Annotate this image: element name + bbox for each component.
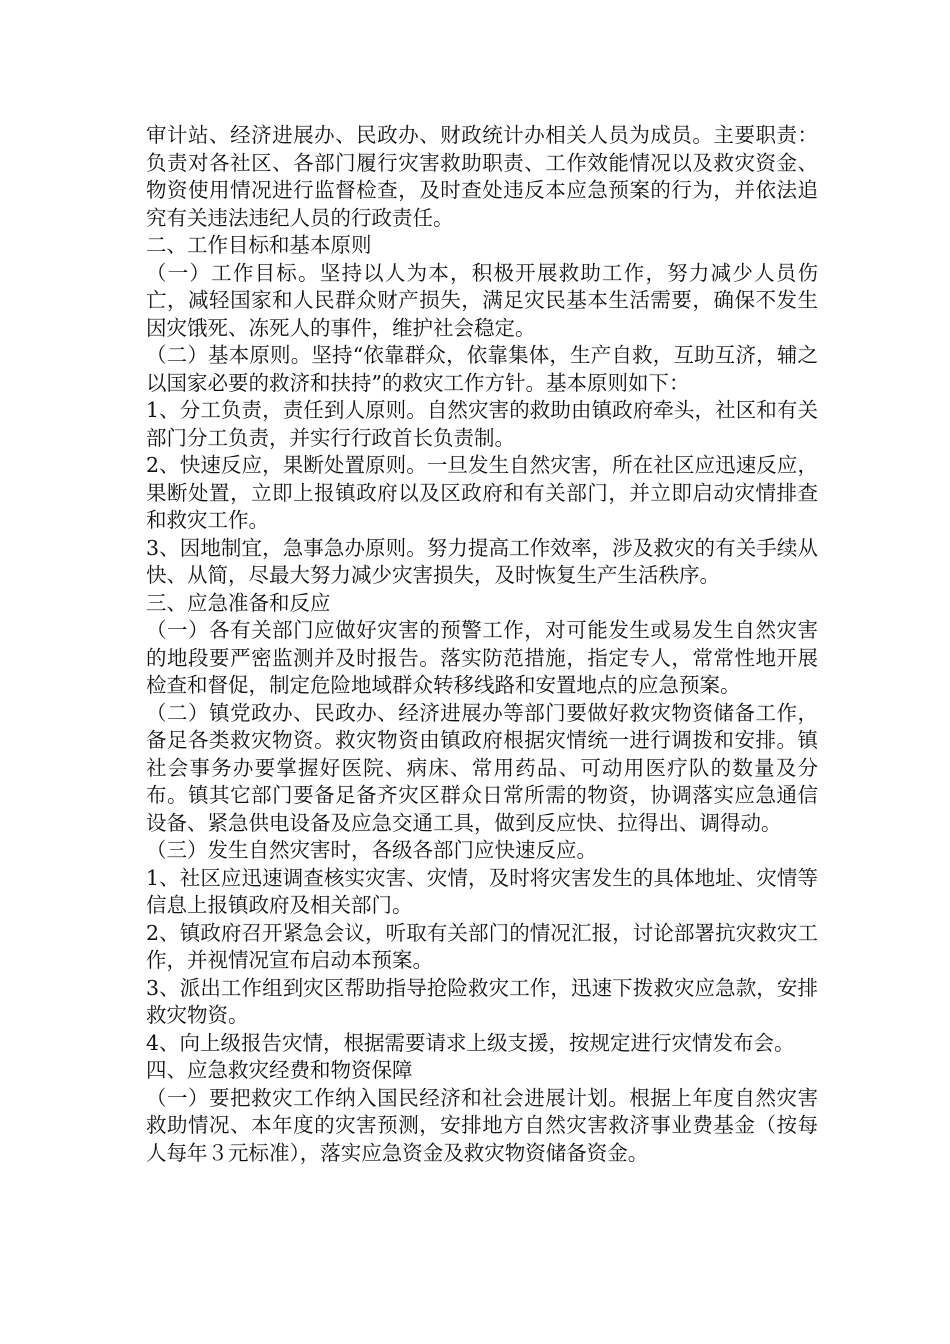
section-heading-4: 四、应急救灾经费和物资保障 — [146, 1058, 413, 1082]
list-item-response-2: 2、镇政府召开紧急会议，听取有关部门的情况汇报，讨论部署抗灾救灾工作，并视情况宣布启动本预案。 — [146, 920, 818, 972]
list-item-response-4: 4、向上级报告灾情，根据需要请求上级支援，按规定进行灾情发布会。 — [146, 1030, 795, 1055]
paragraph-responsibilities: 审计站、经济进展办、民政办、财政统计办相关人员为成员。主要职责：负责对各社区、各部门履行灾害救助职责、工作效能情况以及救灾资金、物资使用情况进行监督检查，及时查处违反本应急预案的行为，并依法追究有关违法违纪人员的行政责任。 — [146, 123, 818, 230]
paragraph-warning-work: （一）各有关部门应做好灾害的预警工作，对可能发生或易发生自然灾害的地段要严密监测并及时报告。落实防范措施，指定专人，常常性地开展检查和督促，制定危险地域群众转移线路和安置地点的应急预案。 — [146, 618, 818, 697]
paragraph-rapid-response: （三）发生自然灾害时，各级各部门应快速反应。 — [146, 838, 597, 862]
section-heading-3: 三、应急准备和反应 — [146, 590, 331, 615]
paragraph-funding-plan: （一）要把救灾工作纳入国民经济和社会进展计划。根据上年度自然灾害救助情况、本年度的灾害预测，安排地方自然灾害救济事业费基金（按每人每年３元标准），落实应急资金及救灾物资储备资金。 — [146, 1085, 818, 1165]
paragraph-work-goal: （一）工作目标。坚持以人为本，积极开展救助工作，努力减少人员伤亡，减轻国家和人民群众财产损失，满足灾民基本生活需要，确保不发生因灾饿死、冻死人的事件，维护社会稳定。 — [146, 260, 818, 340]
paragraph-material-reserve: （二）镇党政办、民政办、经济进展办等部门要做好救灾物资储备工作，备足各类救灾物资。救灾物资由镇政府根据灾情统一进行调拨和安排。镇社会事务办要掌握好医院、病床、常用药品、可动用医疗队的数量及分布。镇其它部门要备足备齐灾区群众日常所需的物资，协调落实应急通信设备、紧急供电设备及应急交通工具，做到反应快、拉得出、调得动。 — [146, 700, 818, 835]
section-heading-2: 二、工作目标和基本原则 — [146, 233, 372, 257]
list-item-response-3: 3、派出工作组到灾区帮助指导抢险救灾工作，迅速下拨救灾应急款，安排救灾物资。 — [146, 975, 818, 1027]
list-item-principle-3: 3、因地制宜，急事急办原则。努力提高工作效率，涉及救灾的有关手续从快、从简，尽最大努力减少灾害损失，及时恢复生产生活秩序。 — [146, 535, 818, 587]
list-item-principle-2: 2、快速反应，果断处置原则。一旦发生自然灾害，所在社区应迅速反应，果断处置，立即上报镇政府以及区政府和有关部门，并立即启动灾情排查和救灾工作。 — [146, 453, 818, 532]
list-item-response-1: 1、社区应迅速调查核实灾害、灾情，及时将灾害发生的具体地址、灾情等信息上报镇政府及相关部门。 — [146, 865, 818, 917]
paragraph-basic-principles: （二）基本原则。坚持“依靠群众，依靠集体，生产自救，互助互济，辅之以国家必要的救济和扶持”的救灾工作方针。基本原则如下： — [146, 343, 818, 395]
list-item-principle-1: 1、分工负责，责任到人原则。自然灾害的救助由镇政府牵头，社区和有关部门分工负责，并实行行政首长负责制。 — [146, 398, 818, 450]
document-body — [146, 122, 818, 1167]
